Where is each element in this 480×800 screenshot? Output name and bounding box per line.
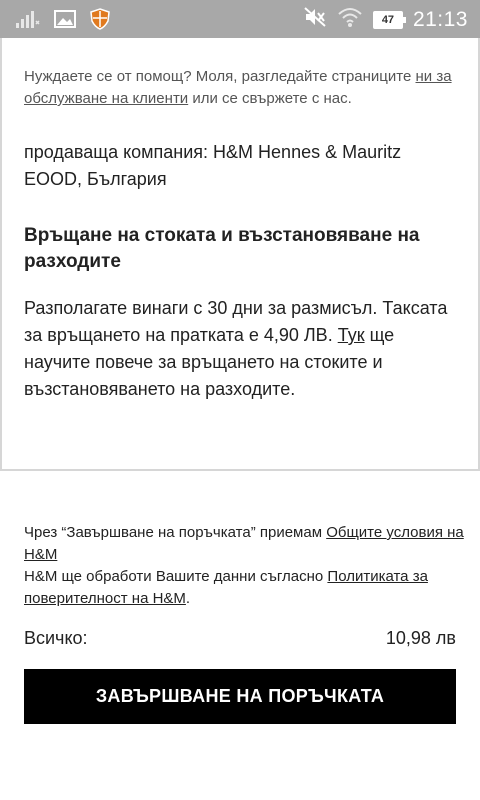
battery-icon <box>373 11 403 29</box>
help-text <box>24 66 454 110</box>
help-text-after: или се свържете с нас. <box>188 90 352 107</box>
total-row <box>24 628 456 649</box>
wifi-icon <box>337 6 363 33</box>
returns-text-after: ще научите повече за връщането на стоките и възстановяването на разходите. <box>24 325 395 399</box>
terms-line1-before: Чрез “Завършване на поръчката” приемам <box>24 524 327 541</box>
help-text-before: Нуждаете се от помощ? Моля, разгледайте страниците <box>24 68 416 85</box>
clock: 21:13 <box>412 7 468 31</box>
terms-conditions-link[interactable]: Общите условия на H&M <box>24 524 464 563</box>
signal-icon <box>14 9 40 34</box>
battery-level: 47 <box>381 13 395 26</box>
image-icon <box>54 9 76 34</box>
terms-line2-after: . <box>185 590 191 607</box>
customer-service-link[interactable]: ни за обслужване на клиенти <box>24 68 452 107</box>
returns-text-before: Разполагате винаги с 30 дни за размисъл. Таксата за връщането на пратката е 4,90 ЛВ. <box>24 298 448 345</box>
privacy-policy-link[interactable]: Политиката за поверителност на H&M <box>24 568 428 607</box>
mute-icon <box>303 6 327 33</box>
shield-icon <box>90 8 110 35</box>
returns-text <box>24 295 464 403</box>
returns-info-link[interactable]: Тук <box>337 325 365 345</box>
total-value: 10,98 лв <box>385 628 456 648</box>
status-right-icons <box>303 6 468 33</box>
complete-order-button[interactable]: ЗАВЪРШВАНЕ НА ПОРЪЧКАТА <box>24 669 456 724</box>
status-left-icons <box>14 8 110 35</box>
total-label: Всичко: <box>24 628 88 648</box>
returns-title: Връщане на стоката и възстановяване на разходите <box>24 225 420 272</box>
status-bar <box>0 0 480 38</box>
seller-info: продаваща компания: H&M Hennes & Mauritz EOOD, България <box>24 142 402 189</box>
terms-line2-before: H&M ще обработи Вашите данни съгласно <box>24 568 328 585</box>
terms-text <box>24 522 464 610</box>
